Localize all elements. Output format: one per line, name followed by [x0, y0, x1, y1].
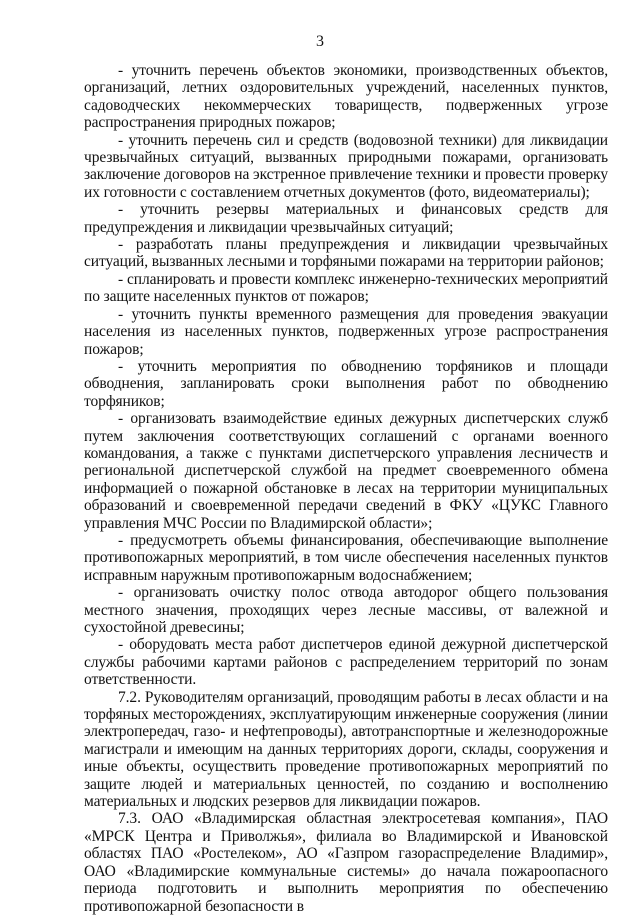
page-number: 3 — [316, 33, 324, 50]
paragraph-section-7-2: 7.2. Руководителям организаций, проводящим работы в лесах области и на торфяных месторождениях, эксплуатирующим инженерные сооружения (линии электропередач, газо- и нефтепроводы), автотранспортные и железнодорожные магистрали и имеющим на данных территориях дороги, склады, сооружения и иные объекты, осуществить проведение противопожарных мероприятий по защите людей и материальных ценностей, по созданию и восполнению материальных и людских резервов для ликвидации пожаров. — [84, 688, 608, 811]
paragraph-list-item-road-clearing: - организовать очистку полос отвода автодорог общего пользования местного значения, проходящих через лесные массивы, от валежной и сухостойной древесины; — [84, 584, 608, 636]
paragraph-list-item-financing: - предусмотреть объемы финансирования, обеспечивающие выполнение противопожарных мероприятий, в том числе обеспечения населенных пунктов исправным наружным противопожарным водоснабжением; — [84, 531, 608, 584]
paragraph-list-item-evacuation-points: - уточнить пункты временного размещения для проведения эвакуации населения из населенных пунктов, подверженных угрозе распространения пожаров; — [84, 305, 608, 358]
paragraph-list-item-engineering-measures: - спланировать и провести комплекс инженерно-технических мероприятий по защите населенных пунктов от пожаров; — [84, 270, 608, 306]
paragraph-list-item-reserves: - уточнить резервы материальных и финансовых средств для предупреждения и ликвидации чрезвычайных ситуаций; — [84, 201, 608, 236]
paragraph-list-item-economy-objects: - уточнить перечень объектов экономики, производственных объектов, организаций, летних оздоровительных учреждений, населенных пунктов, садоводческих некоммерческих товариществ, подверженных угрозе распространения природных пожаров; — [84, 62, 608, 132]
paragraph-list-item-dispatcher-maps: - оборудовать места работ диспетчеров единой дежурной диспетчерской службы рабочими картами районов с распределением территорий по зонам ответственности. — [84, 636, 608, 689]
paragraph-list-item-peat-watering: - уточнить мероприятия по обводнению торфяников и площади обводнения, запланировать сроки выполнения работ по обводнению торфяников; — [84, 357, 608, 410]
paragraph-list-item-forces-and-means: - уточнить перечень сил и средств (водовозной техники) для ликвидации чрезвычайных ситуаций, вызванных природными пожарами, организовать заключение договоров на экстренное привлечение техники и провести проверку их готовности с составлением отчетных документов (фото, видеоматериалы); — [84, 131, 608, 201]
paragraph-section-7-3: 7.3. ОАО «Владимирская областная электросетевая компания», ПАО «МРСК Центра и Приволжья», филиала во Владимирской и Ивановской областях ПАО «Ростелеком», АО «Газпром газораспределение Владимир», ОАО «Владимирские коммунальные системы» до начала пожароопасного периода подготовить и выполнить мероприятия по обеспечению противопожарной безопасности в — [84, 810, 608, 915]
paragraph-list-item-prevention-plans: - разработать планы предупреждения и ликвидации чрезвычайных ситуаций, вызванных лесными и торфяными пожарами на территории районов; — [84, 236, 608, 271]
paragraph-list-item-dispatch-cooperation: - организовать взаимодействие единых дежурных диспетчерских служб путем заключения соответствующих соглашений с органами военного командования, а также с пунктами диспетчерского управления лесничеств и региональной диспетчерской службой на предмет своевременного обмена информацией о пожарной обстановке в лесах на территории муниципальных образований и своевременной передачи сведений в ФКУ «ЦУКС Главного управления МЧС России по Владимирской области»; — [84, 410, 608, 532]
document-body — [84, 62, 608, 915]
